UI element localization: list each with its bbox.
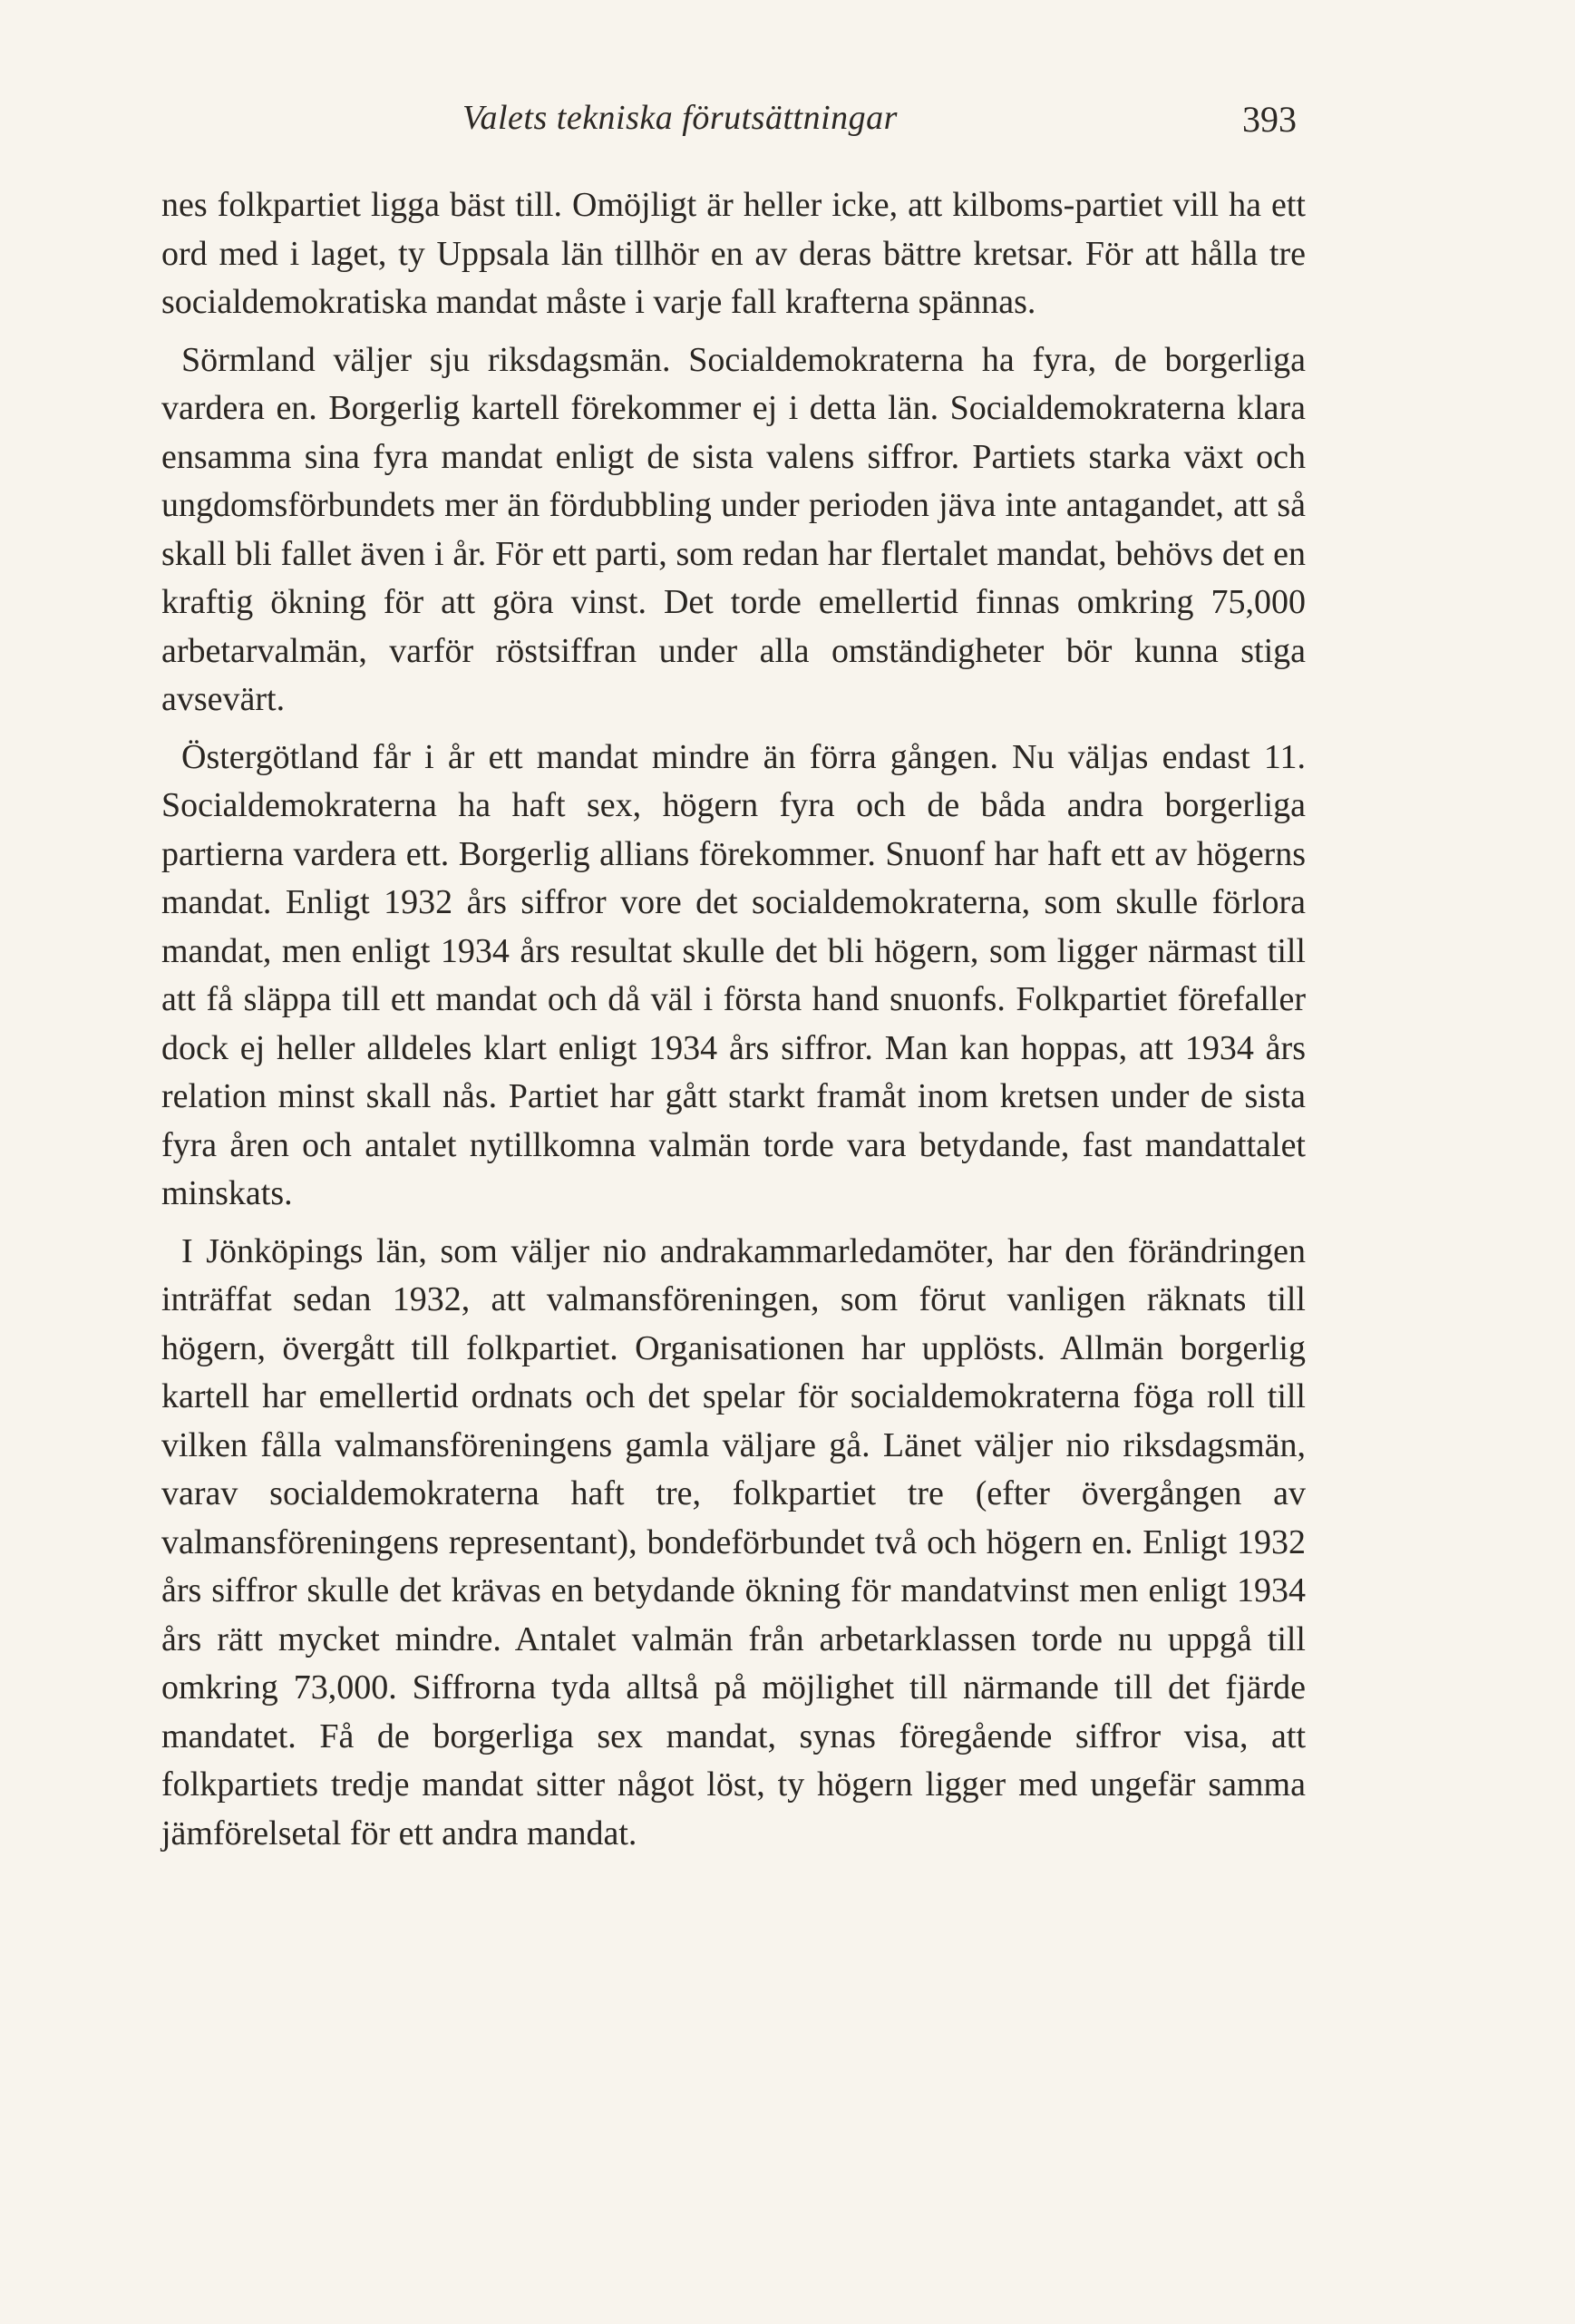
paragraph-continuation: nes folkpartiet ligga bäst till. Omöjligt är heller icke, att kilboms-partiet vill ha ett ord med i laget, ty Uppsala län tillhör en av deras bättre kretsar. För att hålla tre socialdemokratiska mandat måste i varje fall krafterna spännas.	[161, 186, 1306, 321]
page-number: 393	[1242, 99, 1297, 140]
body-text	[161, 181, 1306, 1858]
paragraph-sormland: Sörmland väljer sju riksdagsmän. Socialdemokraterna ha fyra, de borgerliga vardera en. Borgerlig kartell förekommer ej i detta län. Socialdemokraterna klara ensamma sina fyra mandat enligt de sista valens siffror. Partiets starka växt och ungdomsförbundets mer än fördubbling under perioden jäva inte antagandet, att så skall bli fallet även i år. För ett parti, som redan har flertalet mandat, behövs det en kraftig ökning för att göra vinst. Det torde emellertid finnas omkring 75,000 arbetarvalmän, varför röstsiffran under alla omständigheter bör kunna stiga avsevärt.	[161, 340, 1306, 718]
page-header	[0, 98, 1575, 152]
paragraph-ostergotland: Östergötland får i år ett mandat mindre än förra gången. Nu väljas endast 11. Socialdemokraterna ha haft sex, högern fyra och de båda andra borgerliga partierna vardera ett. Borgerlig allians förekommer. Snuonf har haft ett av högerns mandat. Enligt 1932 års siffror vore det socialdemokraterna, som skulle förlora mandat, men enligt 1934 års resultat skulle det bli högern, som ligger närmast till att få släppa till ett mandat och då väl i första hand snuonfs. Folkpartiet förefaller dock ej heller alldeles klart enligt 1934 års siffror. Man kan hoppas, att 1934 års relation minst skall nås. Partiet har gått starkt framåt inom kretsen under de sista fyra åren och antalet nytillkomna valmän torde vara betydande, fast mandattalet minskats.	[161, 737, 1306, 1212]
running-title: Valets tekniska förutsättningar	[462, 99, 898, 137]
paragraph-jonkoping: I Jönköpings län, som väljer nio andrakammarledamöter, har den förändringen inträffat sedan 1932, att valmansföreningen, som förut vanligen räknats till högern, övergått till folkpartiet. Organisationen har upplösts. Allmän borgerlig kartell har emellertid ordnats och det spelar för socialdemokraterna föga roll till vilken fålla valmansföreningens gamla väljare gå. Länet väljer nio riksdagsmän, varav socialdemokraterna haft tre, folkpartiet tre (efter övergången av valmansföreningens representant), bondeförbundet två och högern en. Enligt 1932 års siffror skulle det krävas en betydande ökning för mandatvinst men enligt 1934 års rätt mycket mindre. Antalet valmän från arbetarklassen torde nu uppgå till omkring 73,000. Siffrorna tyda alltså på möjlighet till närmande till det fjärde mandatet. Få de borgerliga sex mandat, synas föregående siffror visa, att folkpartiets tredje mandat sitter något löst, ty högern ligger med ungefär samma jämförelsetal för ett andra mandat.	[161, 1231, 1306, 1852]
